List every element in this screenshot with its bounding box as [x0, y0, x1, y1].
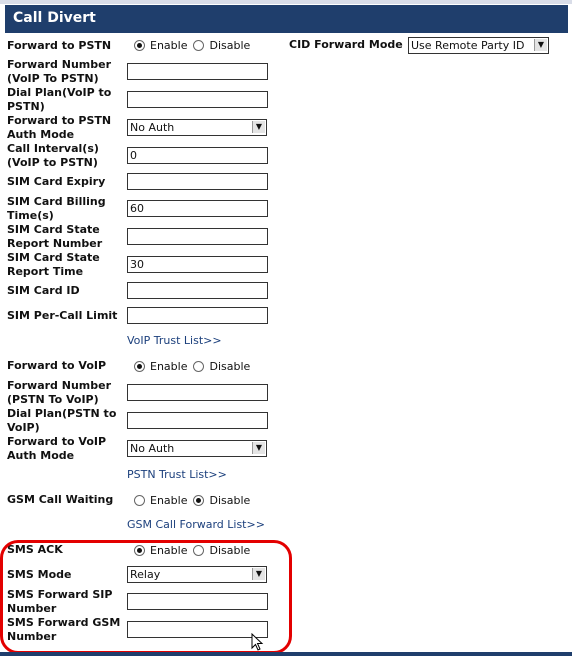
sim-card-id-label: SIM Card ID — [7, 284, 80, 297]
mouse-cursor-icon — [251, 633, 265, 653]
forward-to-voip-auth-mode-value: No Auth — [130, 442, 175, 455]
call-interval-label: Call Interval(s) (VoIP to PSTN) — [7, 142, 99, 169]
dial-plan-pstn-to-voip-label: Dial Plan(PSTN to VoIP) — [7, 407, 117, 434]
cid-forward-mode-select[interactable] — [408, 37, 549, 54]
sim-card-expiry-label: SIM Card Expiry — [7, 175, 106, 188]
enable-label: Enable — [150, 39, 188, 52]
section-title: Call Divert — [13, 10, 96, 26]
sms-mode-label: SMS Mode — [7, 568, 72, 581]
sim-card-state-report-time-input[interactable]: 30 — [127, 256, 268, 273]
forward-to-voip-auth-mode-select[interactable] — [127, 440, 267, 457]
sms-forward-gsm-number-label: SMS Forward GSM Number — [7, 616, 121, 643]
sim-card-state-report-number-input[interactable] — [127, 228, 268, 245]
enable-label: Enable — [150, 360, 188, 373]
enable-label: Enable — [150, 544, 188, 557]
sms-ack-enable-radio[interactable] — [134, 545, 145, 556]
forward-to-pstn-label: Forward to PSTN — [7, 39, 112, 52]
sms-ack-disable-radio[interactable] — [193, 545, 204, 556]
forward-number-voip-to-pstn-label: Forward Number (VoIP To PSTN) — [7, 58, 112, 85]
gsm-call-waiting-label: GSM Call Waiting — [7, 493, 114, 506]
sms-mode-select[interactable] — [127, 566, 267, 583]
dial-plan-voip-to-pstn-label: Dial Plan(VoIP to PSTN) — [7, 86, 112, 113]
forward-to-pstn-auth-mode-label: Forward to PSTN Auth Mode — [7, 114, 112, 141]
sms-forward-sip-number-input[interactable] — [127, 593, 268, 610]
sim-card-state-report-number-label: SIM Card State Report Number — [7, 223, 103, 250]
top-border — [0, 0, 572, 4]
chevron-down-icon: ▼ — [534, 39, 547, 51]
chevron-down-icon: ▼ — [252, 121, 265, 133]
voip-trust-list-link[interactable]: VoIP Trust List>> — [127, 334, 222, 347]
gsm-call-waiting-disable-radio[interactable] — [193, 495, 204, 506]
cid-forward-mode-value: Use Remote Party ID — [411, 39, 525, 52]
sms-forward-sip-number-label: SMS Forward SIP Number — [7, 588, 113, 615]
pstn-trust-list-link[interactable]: PSTN Trust List>> — [127, 468, 227, 481]
call-interval-input[interactable]: 0 — [127, 147, 268, 164]
sim-card-expiry-input[interactable] — [127, 173, 268, 190]
forward-to-pstn-auth-mode-value: No Auth — [130, 121, 175, 134]
forward-to-voip-auth-mode-label: Forward to VoIP Auth Mode — [7, 435, 107, 462]
gsm-call-forward-list-link[interactable]: GSM Call Forward List>> — [127, 518, 265, 531]
forward-number-pstn-to-voip-input[interactable] — [127, 384, 268, 401]
forward-to-pstn-auth-mode-select[interactable] — [127, 119, 267, 136]
chevron-down-icon: ▼ — [252, 568, 265, 580]
sim-per-call-limit-label: SIM Per-Call Limit — [7, 309, 118, 322]
dial-plan-pstn-to-voip-input[interactable] — [127, 412, 268, 429]
forward-to-voip-label: Forward to VoIP — [7, 359, 107, 372]
disable-label: Disable — [209, 494, 251, 507]
sms-mode-value: Relay — [130, 568, 161, 581]
forward-to-pstn-radio-group — [134, 39, 250, 52]
sms-ack-label: SMS ACK — [7, 543, 63, 556]
disable-label: Disable — [209, 544, 251, 557]
dial-plan-voip-to-pstn-input[interactable] — [127, 91, 268, 108]
gsm-call-waiting-radio-group — [134, 494, 250, 507]
forward-to-pstn-disable-radio[interactable] — [193, 40, 204, 51]
forward-to-voip-radio-group — [134, 360, 250, 373]
section-header — [5, 5, 568, 33]
sim-card-state-report-time-label: SIM Card State Report Time — [7, 251, 100, 278]
gsm-call-waiting-enable-radio[interactable] — [134, 495, 145, 506]
forward-number-pstn-to-voip-label: Forward Number (PSTN To VoIP) — [7, 379, 112, 406]
sim-per-call-limit-input[interactable] — [127, 307, 268, 324]
chevron-down-icon: ▼ — [252, 442, 265, 454]
disable-label: Disable — [209, 39, 251, 52]
forward-to-voip-disable-radio[interactable] — [193, 361, 204, 372]
sms-forward-gsm-number-input[interactable] — [127, 621, 268, 638]
forward-to-voip-enable-radio[interactable] — [134, 361, 145, 372]
disable-label: Disable — [209, 360, 251, 373]
cid-forward-mode-label: CID Forward Mode — [289, 38, 403, 51]
enable-label: Enable — [150, 494, 188, 507]
sim-card-billing-time-label: SIM Card Billing Time(s) — [7, 195, 106, 222]
sms-ack-radio-group — [134, 544, 250, 557]
forward-number-voip-to-pstn-input[interactable] — [127, 63, 268, 80]
bottom-border — [0, 652, 572, 656]
sim-card-id-input[interactable] — [127, 282, 268, 299]
sim-card-billing-time-input[interactable]: 60 — [127, 200, 268, 217]
forward-to-pstn-enable-radio[interactable] — [134, 40, 145, 51]
